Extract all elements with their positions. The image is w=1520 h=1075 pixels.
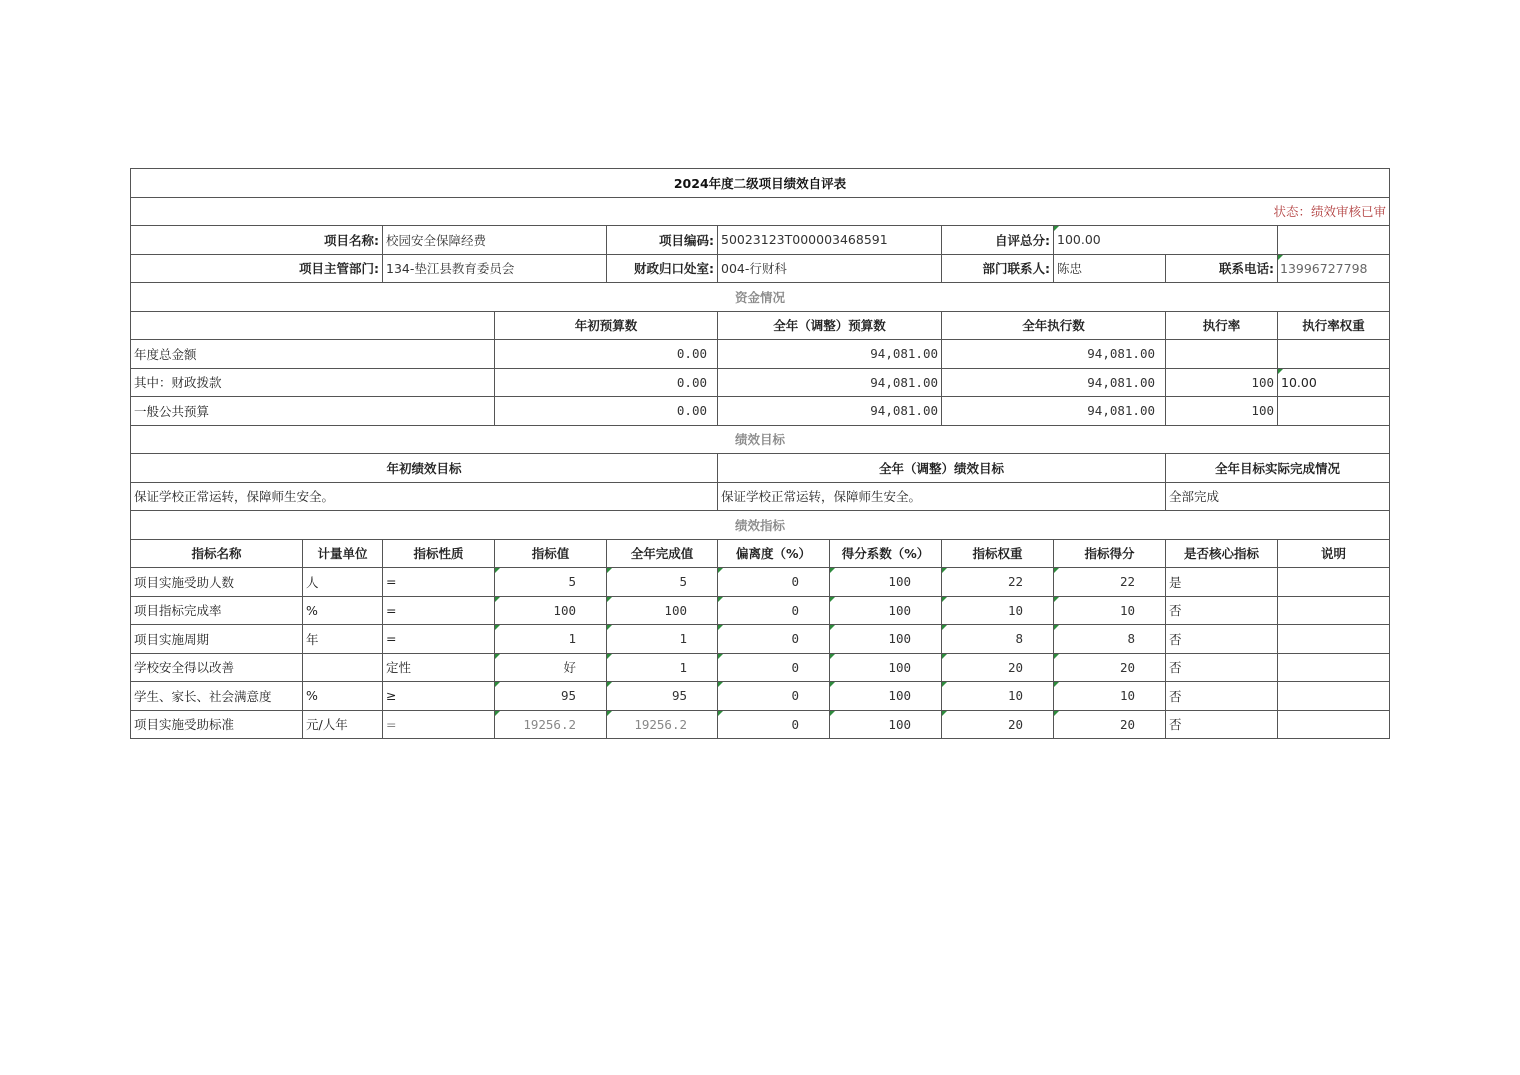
- goal-adjusted-text: 保证学校正常运转，保障师生安全。: [718, 482, 1166, 511]
- ind-note: [1278, 710, 1390, 739]
- goals-header-initial: 年初绩效目标: [131, 454, 718, 483]
- evaluation-sheet: [130, 168, 1389, 739]
- funds-row-name: 一般公共预算: [131, 397, 495, 426]
- ind-header-dev: 偏离度（%）: [718, 539, 830, 568]
- indicator-row: [131, 625, 1390, 654]
- indicators-header-row: [131, 539, 1390, 568]
- funds-initial: 0.00: [495, 340, 718, 369]
- funds-executed: 94,081.00: [942, 340, 1166, 369]
- ind-unit: [303, 653, 383, 682]
- funds-weight: [1278, 397, 1390, 426]
- funds-header-rate: 执行率: [1166, 311, 1278, 340]
- ind-name: 学校安全得以改善: [131, 653, 303, 682]
- ind-done: 1: [607, 653, 718, 682]
- ind-prop: =: [383, 625, 495, 654]
- indicator-row: [131, 596, 1390, 625]
- ind-coef: 100: [830, 568, 942, 597]
- indicators-section-title: 绩效指标: [131, 511, 1390, 540]
- ind-core: 否: [1166, 596, 1278, 625]
- ind-note: [1278, 653, 1390, 682]
- ind-score: 10: [1054, 596, 1166, 625]
- ind-header-name: 指标名称: [131, 539, 303, 568]
- funds-weight: [1278, 340, 1390, 369]
- funds-adjusted: 94,081.00: [718, 368, 942, 397]
- funds-rate: [1166, 340, 1278, 369]
- funds-adjusted: 94,081.00: [718, 340, 942, 369]
- ind-core: 否: [1166, 625, 1278, 654]
- ind-done: 95: [607, 682, 718, 711]
- ind-dev: 0: [718, 596, 830, 625]
- ind-coef: 100: [830, 710, 942, 739]
- ind-score: 10: [1054, 682, 1166, 711]
- ind-unit: %: [303, 682, 383, 711]
- empty-cell: [1278, 226, 1390, 255]
- funds-rate: 100: [1166, 368, 1278, 397]
- score-label: 自评总分:: [942, 226, 1054, 255]
- dept-label: 项目主管部门:: [131, 254, 383, 283]
- ind-header-note: 说明: [1278, 539, 1390, 568]
- ind-note: [1278, 596, 1390, 625]
- ind-header-target: 指标值: [495, 539, 607, 568]
- ind-done: 19256.2: [607, 710, 718, 739]
- ind-weight: 8: [942, 625, 1054, 654]
- ind-weight: 10: [942, 596, 1054, 625]
- funds-adjusted: 94,081.00: [718, 397, 942, 426]
- ind-name: 学生、家长、社会满意度: [131, 682, 303, 711]
- page-title: 2024年度二级项目绩效自评表: [131, 169, 1390, 198]
- ind-dev: 0: [718, 682, 830, 711]
- status-badge: 状态：绩效审核已审: [131, 197, 1390, 226]
- funds-header-row: [131, 311, 1390, 340]
- title-row: [131, 169, 1390, 198]
- funds-executed: 94,081.00: [942, 368, 1166, 397]
- goals-header-actual: 全年目标实际完成情况: [1166, 454, 1390, 483]
- funds-rate: 100: [1166, 397, 1278, 426]
- goals-section-title: 绩效目标: [131, 425, 1390, 454]
- ind-dev: 0: [718, 625, 830, 654]
- ind-score: 22: [1054, 568, 1166, 597]
- ind-dev: 0: [718, 653, 830, 682]
- ind-unit: 年: [303, 625, 383, 654]
- ind-target: 95: [495, 682, 607, 711]
- funds-section-row: [131, 283, 1390, 312]
- phone-value: 13996727798: [1278, 254, 1390, 283]
- ind-coef: 100: [830, 682, 942, 711]
- contact-value: 陈忠: [1054, 254, 1166, 283]
- ind-target: 5: [495, 568, 607, 597]
- ind-core: 否: [1166, 682, 1278, 711]
- goals-section-row: [131, 425, 1390, 454]
- ind-done: 1: [607, 625, 718, 654]
- ind-name: 项目实施受助人数: [131, 568, 303, 597]
- ind-note: [1278, 625, 1390, 654]
- project-code-label: 项目编码:: [607, 226, 718, 255]
- ind-score: 8: [1054, 625, 1166, 654]
- finance-label: 财政归口处室:: [607, 254, 718, 283]
- ind-score: 20: [1054, 710, 1166, 739]
- goal-actual-text: 全部完成: [1166, 482, 1390, 511]
- indicator-row: [131, 653, 1390, 682]
- ind-header-coef: 得分系数（%）: [830, 539, 942, 568]
- ind-coef: 100: [830, 625, 942, 654]
- funds-initial: 0.00: [495, 397, 718, 426]
- ind-weight: 10: [942, 682, 1054, 711]
- info-row-1: [131, 226, 1390, 255]
- dept-value: 134-垫江县教育委员会: [383, 254, 607, 283]
- status-row: [131, 197, 1390, 226]
- ind-coef: 100: [830, 653, 942, 682]
- ind-done: 5: [607, 568, 718, 597]
- indicator-row: [131, 568, 1390, 597]
- goals-content-row: [131, 482, 1390, 511]
- evaluation-table: [130, 168, 1390, 739]
- ind-target: 1: [495, 625, 607, 654]
- ind-unit: 元/人年: [303, 710, 383, 739]
- funds-header-initial: 年初预算数: [495, 311, 718, 340]
- ind-note: [1278, 568, 1390, 597]
- indicator-row: [131, 710, 1390, 739]
- contact-label: 部门联系人:: [942, 254, 1054, 283]
- funds-section-title: 资金情况: [131, 283, 1390, 312]
- ind-header-unit: 计量单位: [303, 539, 383, 568]
- project-name-value: 校园安全保障经费: [383, 226, 607, 255]
- goal-initial-text: 保证学校正常运转，保障师生安全。: [131, 482, 718, 511]
- funds-row: [131, 340, 1390, 369]
- phone-label: 联系电话:: [1166, 254, 1278, 283]
- ind-unit: 人: [303, 568, 383, 597]
- funds-row-name: 年度总金额: [131, 340, 495, 369]
- ind-target: 好: [495, 653, 607, 682]
- score-value: 100.00: [1054, 226, 1278, 255]
- ind-done: 100: [607, 596, 718, 625]
- funds-row: [131, 368, 1390, 397]
- ind-header-done: 全年完成值: [607, 539, 718, 568]
- funds-weight: 10.00: [1278, 368, 1390, 397]
- ind-prop: ≥: [383, 682, 495, 711]
- ind-core: 是: [1166, 568, 1278, 597]
- funds-row: [131, 397, 1390, 426]
- ind-core: 否: [1166, 710, 1278, 739]
- ind-target: 100: [495, 596, 607, 625]
- ind-prop: =: [383, 710, 495, 739]
- project-name-label: 项目名称:: [131, 226, 383, 255]
- ind-score: 20: [1054, 653, 1166, 682]
- ind-header-weight: 指标权重: [942, 539, 1054, 568]
- ind-coef: 100: [830, 596, 942, 625]
- ind-weight: 20: [942, 653, 1054, 682]
- ind-header-score: 指标得分: [1054, 539, 1166, 568]
- ind-name: 项目指标完成率: [131, 596, 303, 625]
- indicator-row: [131, 682, 1390, 711]
- ind-core: 否: [1166, 653, 1278, 682]
- ind-prop: =: [383, 596, 495, 625]
- funds-header-weight: 执行率权重: [1278, 311, 1390, 340]
- ind-header-prop: 指标性质: [383, 539, 495, 568]
- funds-header-executed: 全年执行数: [942, 311, 1166, 340]
- ind-note: [1278, 682, 1390, 711]
- ind-unit: %: [303, 596, 383, 625]
- ind-weight: 22: [942, 568, 1054, 597]
- funds-initial: 0.00: [495, 368, 718, 397]
- goals-header-adjusted: 全年（调整）绩效目标: [718, 454, 1166, 483]
- funds-executed: 94,081.00: [942, 397, 1166, 426]
- funds-header-empty: [131, 311, 495, 340]
- ind-prop: 定性: [383, 653, 495, 682]
- funds-header-adjusted: 全年（调整）预算数: [718, 311, 942, 340]
- finance-value: 004-行财科: [718, 254, 942, 283]
- ind-name: 项目实施受助标准: [131, 710, 303, 739]
- project-code-value: 50023123T000003468591: [718, 226, 942, 255]
- ind-header-core: 是否核心指标: [1166, 539, 1278, 568]
- goals-header-row: [131, 454, 1390, 483]
- ind-dev: 0: [718, 710, 830, 739]
- indicators-section-row: [131, 511, 1390, 540]
- ind-weight: 20: [942, 710, 1054, 739]
- ind-target: 19256.2: [495, 710, 607, 739]
- info-row-2: [131, 254, 1390, 283]
- ind-name: 项目实施周期: [131, 625, 303, 654]
- funds-row-name: 其中：财政拨款: [131, 368, 495, 397]
- ind-prop: =: [383, 568, 495, 597]
- ind-dev: 0: [718, 568, 830, 597]
